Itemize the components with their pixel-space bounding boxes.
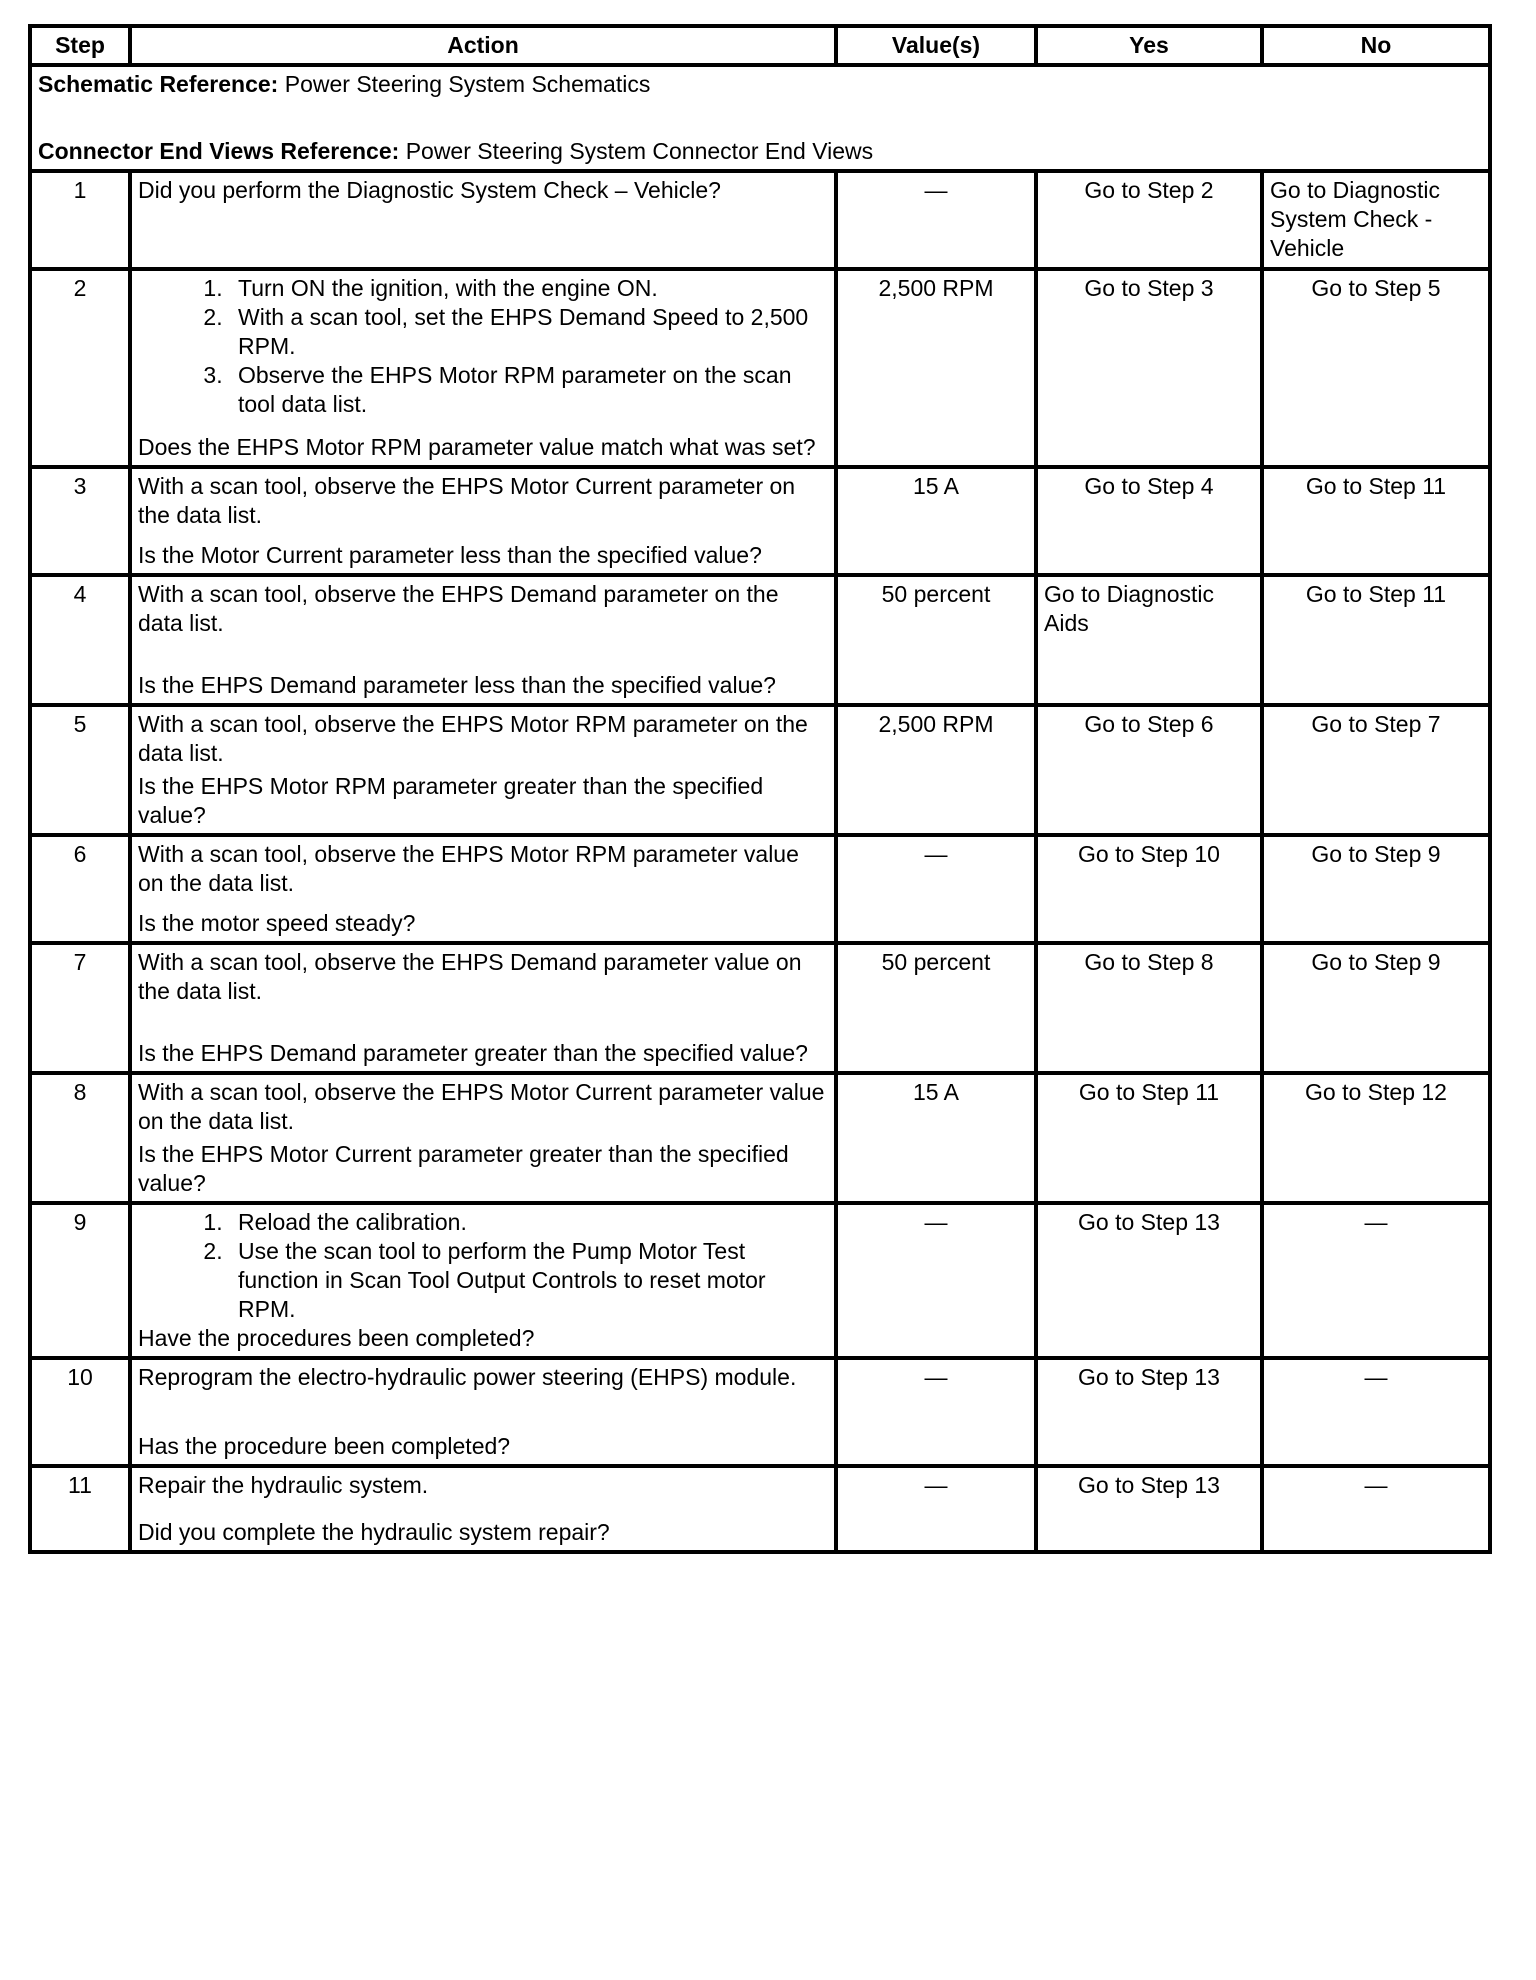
reference-cell [30, 65, 1490, 171]
yes-action-link[interactable]: Go to Step 4 [1036, 467, 1262, 575]
action-cell [130, 835, 836, 943]
no-action-link: — [1262, 1203, 1490, 1358]
header-values: Value(s) [836, 26, 1036, 65]
action-instructions [138, 710, 828, 768]
yes-action-link[interactable]: Go to Step 10 [1036, 835, 1262, 943]
action-cell [130, 943, 836, 1073]
procedure-item-number: 3. [203, 362, 223, 388]
value-cell: 50 percent [836, 943, 1036, 1073]
action-cell [130, 575, 836, 705]
procedure-item-text: With a scan tool, set the EHPS Demand Speed to 2,500 RPM. [238, 304, 809, 359]
procedure-item-text: Observe the EHPS Motor RPM parameter on the scan tool data list. [238, 362, 792, 417]
action-question: Does the EHPS Motor RPM parameter value match what was set? [138, 434, 816, 460]
connector-reference-label: Connector End Views Reference: [38, 138, 400, 164]
procedure-item-number: 2. [203, 1238, 223, 1264]
action-text: With a scan tool, observe the EHPS Motor Current parameter on the data list. [138, 473, 796, 528]
step-number: 2 [30, 269, 130, 467]
action-cell [130, 171, 836, 269]
action-question: Did you complete the hydraulic system repair? [138, 1519, 610, 1545]
schematic-reference-label: Schematic Reference: [38, 71, 279, 97]
procedure-item-number: 1. [203, 275, 223, 301]
yes-action-link[interactable]: Go to Step 13 [1036, 1358, 1262, 1466]
procedure-item [188, 274, 828, 303]
table-row [30, 269, 1490, 467]
value-cell: — [836, 835, 1036, 943]
procedure-item-text: Reload the calibration. [238, 1209, 467, 1235]
header-yes: Yes [1036, 26, 1262, 65]
yes-action-link[interactable]: Go to Step 2 [1036, 171, 1262, 269]
step-number: 11 [30, 1466, 130, 1552]
action-instructions [138, 176, 828, 205]
step-number: 3 [30, 467, 130, 575]
step-number: 1 [30, 171, 130, 269]
action-text: With a scan tool, observe the EHPS Motor RPM parameter value on the data list. [138, 841, 799, 896]
action-instructions [138, 1363, 828, 1392]
action-question: Is the EHPS Demand parameter less than the specified value? [138, 672, 776, 698]
table-row [30, 835, 1490, 943]
table-row [30, 1358, 1490, 1466]
action-instructions [138, 948, 828, 1006]
action-text: With a scan tool, observe the EHPS Motor Current parameter value on the data list. [138, 1079, 825, 1134]
value-cell: 15 A [836, 1073, 1036, 1203]
action-instructions [138, 580, 828, 638]
action-instructions [138, 1471, 828, 1500]
schematic-reference [38, 70, 1482, 99]
procedure-item [188, 303, 828, 361]
procedure-item-number: 2. [203, 304, 223, 330]
value-cell: 15 A [836, 467, 1036, 575]
value-cell: 50 percent [836, 575, 1036, 705]
no-action-link[interactable]: Go to Step 7 [1262, 705, 1490, 835]
action-cell [130, 1358, 836, 1466]
no-action-link[interactable]: Go to Step 5 [1262, 269, 1490, 467]
table-row [30, 467, 1490, 575]
no-action-link: — [1262, 1358, 1490, 1466]
action-instructions [138, 1208, 828, 1324]
action-instructions [138, 1078, 828, 1136]
yes-action-link[interactable]: Go to Step 13 [1036, 1203, 1262, 1358]
action-text: Repair the hydraulic system. [138, 1472, 429, 1498]
value-cell: — [836, 1466, 1036, 1552]
step-number: 5 [30, 705, 130, 835]
step-number: 7 [30, 943, 130, 1073]
no-action-link[interactable]: Go to Step 9 [1262, 835, 1490, 943]
schematic-reference-link[interactable]: Power Steering System Schematics [284, 71, 651, 97]
yes-action-link[interactable]: Go to Step 3 [1036, 269, 1262, 467]
action-text: With a scan tool, observe the EHPS Motor RPM parameter on the data list. [138, 711, 808, 766]
no-action-link[interactable]: Go to Step 12 [1262, 1073, 1490, 1203]
action-question: Is the Motor Current parameter less than the specified value? [138, 542, 762, 568]
action-text: With a scan tool, observe the EHPS Demand parameter value on the data list. [138, 949, 802, 1004]
yes-action-link[interactable]: Go to Step 6 [1036, 705, 1262, 835]
action-question: Has the procedure been completed? [138, 1433, 511, 1459]
action-text: Reprogram the electro-hydraulic power steering (EHPS) module. [138, 1364, 797, 1390]
yes-action-link[interactable]: Go to Diagnostic Aids [1036, 575, 1262, 705]
step-number: 9 [30, 1203, 130, 1358]
action-cell [130, 1466, 836, 1552]
procedure-item-text: Use the scan tool to perform the Pump Motor Test function in Scan Tool Output Controls to reset motor RPM. [238, 1238, 766, 1322]
yes-action-link[interactable]: Go to Step 11 [1036, 1073, 1262, 1203]
procedure-list [138, 274, 828, 419]
no-action-link: — [1262, 1466, 1490, 1552]
step-number: 8 [30, 1073, 130, 1203]
diagnostic-table [28, 24, 1492, 1554]
value-cell: 2,500 RPM [836, 705, 1036, 835]
action-instructions [138, 472, 828, 530]
value-cell: — [836, 1203, 1036, 1358]
no-action-link[interactable]: Go to Diagnostic System Check - Vehicle [1262, 171, 1490, 269]
step-number: 6 [30, 835, 130, 943]
action-cell [130, 467, 836, 575]
action-cell [130, 269, 836, 467]
action-text: With a scan tool, observe the EHPS Demand parameter on the data list. [138, 581, 779, 636]
procedure-item [188, 361, 828, 419]
connector-reference [38, 137, 1482, 166]
action-question: Is the EHPS Demand parameter greater than the specified value? [138, 1040, 808, 1066]
header-no: No [1262, 26, 1490, 65]
action-question: Have the procedures been completed? [138, 1325, 535, 1351]
value-cell: — [836, 171, 1036, 269]
action-instructions [138, 274, 828, 419]
value-cell: 2,500 RPM [836, 269, 1036, 467]
no-action-link[interactable]: Go to Step 11 [1262, 575, 1490, 705]
action-cell [130, 1203, 836, 1358]
header-step: Step [30, 26, 130, 65]
table-row [30, 705, 1490, 835]
action-question: Is the motor speed steady? [138, 910, 416, 936]
table-row [30, 171, 1490, 269]
table-row [30, 1073, 1490, 1203]
procedure-item [188, 1208, 828, 1237]
yes-action-link[interactable]: Go to Step 8 [1036, 943, 1262, 1073]
table-row [30, 1466, 1490, 1552]
connector-reference-link[interactable]: Power Steering System Connector End Views [405, 138, 874, 164]
step-number: 10 [30, 1358, 130, 1466]
reference-row [30, 65, 1490, 171]
table-row [30, 943, 1490, 1073]
action-cell [130, 705, 836, 835]
procedure-item-number: 1. [203, 1209, 223, 1235]
no-action-link[interactable]: Go to Step 11 [1262, 467, 1490, 575]
procedure-list [138, 1208, 828, 1324]
step-number: 4 [30, 575, 130, 705]
table-row [30, 575, 1490, 705]
header-action: Action [130, 26, 836, 65]
no-action-link[interactable]: Go to Step 9 [1262, 943, 1490, 1073]
yes-action-link[interactable]: Go to Step 13 [1036, 1466, 1262, 1552]
action-question: Did you perform the Diagnostic System Check – Vehicle? [138, 177, 721, 203]
procedure-item [188, 1237, 828, 1324]
header-row [30, 26, 1490, 65]
value-cell: — [836, 1358, 1036, 1466]
action-instructions [138, 840, 828, 898]
table-row [30, 1203, 1490, 1358]
procedure-item-text: Turn ON the ignition, with the engine ON. [238, 275, 658, 301]
action-cell [130, 1073, 836, 1203]
action-question: Is the EHPS Motor RPM parameter greater than the specified value? [138, 773, 764, 828]
action-question: Is the EHPS Motor Current parameter greater than the specified value? [138, 1141, 789, 1196]
